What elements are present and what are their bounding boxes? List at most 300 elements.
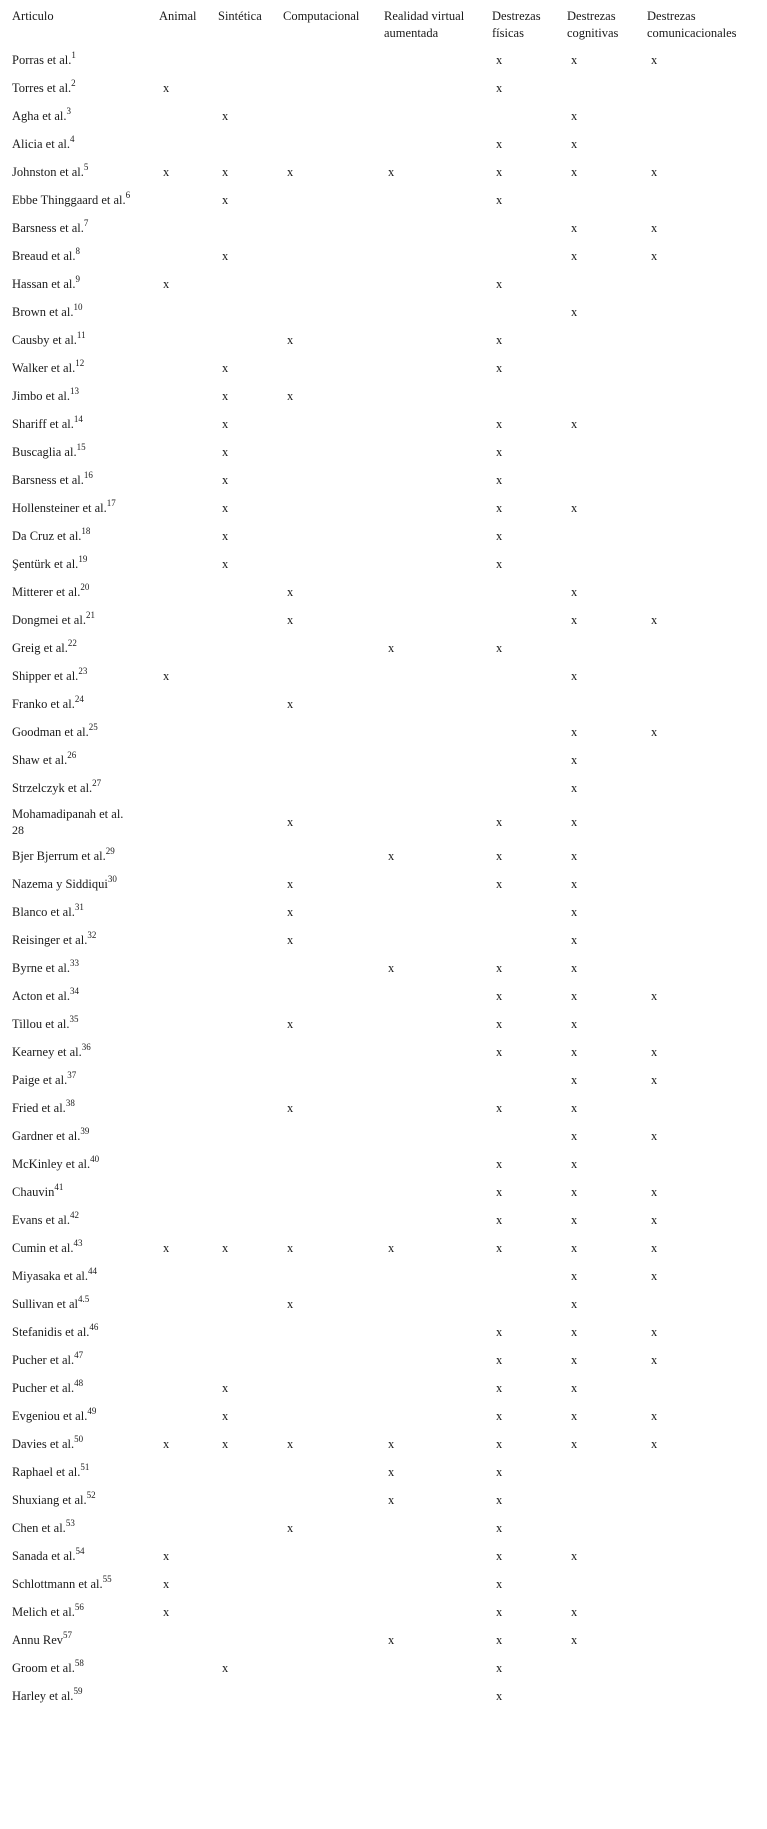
mark-cell xyxy=(214,1262,279,1290)
table-row xyxy=(8,1346,758,1374)
mark-cell xyxy=(380,1514,488,1542)
mark-cell xyxy=(643,410,758,438)
mark-cell: x xyxy=(388,1437,395,1451)
mark-cell: x xyxy=(571,305,578,319)
reference-number: 15 xyxy=(76,442,86,452)
article-name: Walker et al. xyxy=(12,361,76,375)
mark-cell xyxy=(643,522,758,550)
table-row xyxy=(8,1234,758,1262)
reference-number: 25 xyxy=(88,722,98,732)
article-cell xyxy=(8,1654,155,1682)
table-row xyxy=(8,1066,758,1094)
mark-cell xyxy=(155,842,214,870)
mark-cell xyxy=(380,1206,488,1234)
mark-cell: x xyxy=(571,905,578,919)
article-name: Barsness et al. xyxy=(12,221,84,235)
mark-cell xyxy=(214,46,279,74)
mark-cell xyxy=(155,578,214,606)
article-name: Greig et al. xyxy=(12,641,68,655)
mark-cell xyxy=(155,1346,214,1374)
table-row xyxy=(8,1262,758,1290)
mark-cell xyxy=(214,214,279,242)
mark-cell: x xyxy=(388,1465,395,1479)
mark-cell xyxy=(488,298,563,326)
article-name: Gardner et al. xyxy=(12,1129,81,1143)
mark-cell: x xyxy=(496,557,503,571)
mark-cell: x xyxy=(571,1381,578,1395)
reference-number: 4 xyxy=(69,134,75,144)
article-name: Stefanidis et al. xyxy=(12,1325,90,1339)
mark-cell xyxy=(643,438,758,466)
mark-cell xyxy=(643,550,758,578)
mark-cell xyxy=(279,1458,380,1486)
mark-cell xyxy=(279,438,380,466)
mark-cell: x xyxy=(287,933,294,947)
mark-cell xyxy=(380,1346,488,1374)
table-row xyxy=(8,842,758,870)
header-sintetica: Sintética xyxy=(218,9,262,23)
mark-cell xyxy=(155,466,214,494)
article-cell xyxy=(8,1206,155,1234)
mark-cell: x xyxy=(496,81,503,95)
table-row xyxy=(8,46,758,74)
mark-cell xyxy=(279,1318,380,1346)
table-row xyxy=(8,214,758,242)
article-cell xyxy=(8,1178,155,1206)
mark-cell xyxy=(155,606,214,634)
article-cell xyxy=(8,438,155,466)
mark-cell xyxy=(214,690,279,718)
mark-cell: x xyxy=(287,1521,294,1535)
mark-cell xyxy=(155,1038,214,1066)
mark-cell xyxy=(643,1010,758,1038)
reference-number: 53 xyxy=(65,1518,75,1528)
mark-cell: x xyxy=(571,1017,578,1031)
article-cell xyxy=(8,214,155,242)
mark-cell xyxy=(380,1598,488,1626)
mark-cell xyxy=(214,1598,279,1626)
mark-cell xyxy=(279,746,380,774)
mark-cell xyxy=(380,354,488,382)
mark-cell: x xyxy=(571,109,578,123)
mark-cell: x xyxy=(287,905,294,919)
mark-cell: x xyxy=(287,1017,294,1031)
article-cell xyxy=(8,158,155,186)
reference-number: 46 xyxy=(89,1322,99,1332)
mark-cell xyxy=(279,1486,380,1514)
mark-cell xyxy=(214,1346,279,1374)
article-name: Şentürk et al. xyxy=(12,557,79,571)
reference-number: 40 xyxy=(90,1154,100,1164)
mark-cell xyxy=(279,270,380,298)
article-cell xyxy=(8,466,155,494)
mark-cell xyxy=(155,1262,214,1290)
mark-cell xyxy=(643,130,758,158)
article-cell xyxy=(8,954,155,982)
mark-cell xyxy=(214,326,279,354)
mark-cell: x xyxy=(388,641,395,655)
mark-cell xyxy=(279,982,380,1010)
mark-cell xyxy=(155,46,214,74)
article-cell xyxy=(8,1262,155,1290)
reference-number: 44 xyxy=(88,1266,98,1276)
mark-cell: x xyxy=(496,361,503,375)
mark-cell xyxy=(643,186,758,214)
mark-cell xyxy=(214,774,279,802)
mark-cell xyxy=(155,1010,214,1038)
table-row xyxy=(8,1430,758,1458)
mark-cell xyxy=(563,466,643,494)
mark-cell xyxy=(563,1514,643,1542)
mark-cell xyxy=(563,1654,643,1682)
mark-cell xyxy=(155,1486,214,1514)
mark-cell xyxy=(214,662,279,690)
article-name: Torres et al. xyxy=(12,81,72,95)
reference-number: 33 xyxy=(69,958,79,968)
mark-cell: x xyxy=(571,877,578,891)
mark-cell: x xyxy=(496,1409,503,1423)
mark-cell xyxy=(279,842,380,870)
table-row xyxy=(8,186,758,214)
article-name: Annu Rev xyxy=(12,1633,64,1647)
article-name: Da Cruz et al. xyxy=(12,529,82,543)
article-cell xyxy=(8,662,155,690)
reference-number: 42 xyxy=(69,1210,79,1220)
table-row xyxy=(8,130,758,158)
mark-cell xyxy=(643,326,758,354)
article-cell xyxy=(8,1626,155,1654)
mark-cell xyxy=(380,774,488,802)
mark-cell xyxy=(214,1066,279,1094)
mark-cell: x xyxy=(571,1297,578,1311)
mark-cell: x xyxy=(222,1409,229,1423)
article-name: Evgeniou et al. xyxy=(12,1409,88,1423)
article-name: Brown et al. xyxy=(12,305,74,319)
mark-cell: x xyxy=(571,1101,578,1115)
table-row xyxy=(8,662,758,690)
mark-cell xyxy=(155,1682,214,1710)
header-realidad-virtual: Realidad virtual aumentada xyxy=(384,9,465,40)
table-row xyxy=(8,466,758,494)
mark-cell xyxy=(279,1150,380,1178)
reference-number: 51 xyxy=(80,1462,90,1472)
mark-cell: x xyxy=(287,1297,294,1311)
mark-cell xyxy=(214,634,279,662)
mark-cell xyxy=(155,130,214,158)
article-name: Acton et al. xyxy=(12,989,70,1003)
mark-cell xyxy=(279,1682,380,1710)
article-name: Breaud et al. xyxy=(12,249,76,263)
reference-number: 32 xyxy=(87,930,97,940)
mark-cell xyxy=(279,46,380,74)
mark-cell xyxy=(279,718,380,746)
mark-cell: x xyxy=(571,1437,578,1451)
mark-cell: x xyxy=(651,989,658,1003)
header-animal: Animal xyxy=(159,9,197,23)
mark-cell: x xyxy=(571,753,578,767)
article-cell xyxy=(8,1570,155,1598)
mark-cell: x xyxy=(496,1633,503,1647)
mark-cell xyxy=(643,382,758,410)
mark-cell xyxy=(279,1346,380,1374)
reference-number: 30 xyxy=(107,874,117,884)
mark-cell xyxy=(155,1290,214,1318)
mark-cell: x xyxy=(571,1185,578,1199)
mark-cell xyxy=(380,186,488,214)
mark-cell xyxy=(279,494,380,522)
mark-cell xyxy=(643,746,758,774)
mark-cell xyxy=(380,1038,488,1066)
mark-cell xyxy=(380,214,488,242)
article-name: Fried et al. xyxy=(12,1101,66,1115)
reference-number: 10 xyxy=(73,302,83,312)
mark-cell xyxy=(380,522,488,550)
article-name: Pucher et al. xyxy=(12,1381,75,1395)
mark-cell xyxy=(488,1290,563,1318)
mark-cell xyxy=(380,718,488,746)
reference-number: 36 xyxy=(81,1042,91,1052)
table-row xyxy=(8,982,758,1010)
mark-cell xyxy=(214,1318,279,1346)
mark-cell xyxy=(488,382,563,410)
mark-cell xyxy=(643,578,758,606)
reference-number: 26 xyxy=(67,750,77,760)
mark-cell: x xyxy=(571,53,578,67)
mark-cell: x xyxy=(287,1101,294,1115)
mark-cell xyxy=(563,354,643,382)
article-cell xyxy=(8,1458,155,1486)
mark-cell xyxy=(155,1654,214,1682)
mark-cell xyxy=(214,1290,279,1318)
mark-cell xyxy=(380,130,488,158)
mark-cell xyxy=(488,662,563,690)
table-row xyxy=(8,954,758,982)
reference-number: 1 xyxy=(71,50,76,60)
mark-cell xyxy=(214,1038,279,1066)
mark-cell xyxy=(643,494,758,522)
mark-cell: x xyxy=(496,417,503,431)
mark-cell xyxy=(488,214,563,242)
mark-cell: x xyxy=(496,1661,503,1675)
reference-number: 37 xyxy=(67,1070,77,1080)
mark-cell: x xyxy=(222,165,229,179)
reference-number: 22 xyxy=(67,638,77,648)
mark-cell xyxy=(279,186,380,214)
mark-cell xyxy=(380,870,488,898)
articles-table xyxy=(8,4,758,1710)
mark-cell: x xyxy=(222,249,229,263)
mark-cell xyxy=(155,1206,214,1234)
mark-cell xyxy=(563,522,643,550)
mark-cell xyxy=(279,466,380,494)
table-row xyxy=(8,1542,758,1570)
mark-cell xyxy=(279,1038,380,1066)
mark-cell xyxy=(214,842,279,870)
mark-cell xyxy=(214,718,279,746)
mark-cell xyxy=(643,1570,758,1598)
mark-cell: x xyxy=(571,417,578,431)
article-cell xyxy=(8,1038,155,1066)
mark-cell: x xyxy=(571,165,578,179)
mark-cell: x xyxy=(496,473,503,487)
article-cell xyxy=(8,1318,155,1346)
article-cell xyxy=(8,298,155,326)
mark-cell: x xyxy=(222,557,229,571)
mark-cell xyxy=(155,802,214,842)
reference-number: 49 xyxy=(87,1406,97,1416)
mark-cell xyxy=(155,898,214,926)
reference-number: 2 xyxy=(71,78,76,88)
mark-cell: x xyxy=(571,1353,578,1367)
reference-number: 34 xyxy=(69,986,79,996)
mark-cell xyxy=(643,1486,758,1514)
mark-cell xyxy=(488,102,563,130)
mark-cell xyxy=(279,1626,380,1654)
mark-cell xyxy=(155,326,214,354)
article-cell xyxy=(8,1122,155,1150)
article-name: Raphael et al. xyxy=(12,1465,81,1479)
mark-cell: x xyxy=(287,613,294,627)
mark-cell xyxy=(155,1318,214,1346)
mark-cell: x xyxy=(651,1073,658,1087)
mark-cell xyxy=(643,634,758,662)
mark-cell xyxy=(643,690,758,718)
table-row xyxy=(8,102,758,130)
table-row xyxy=(8,870,758,898)
article-name: Goodman et al. xyxy=(12,725,89,739)
mark-cell xyxy=(563,690,643,718)
article-name: Sanada et al. xyxy=(12,1549,76,1563)
mark-cell xyxy=(380,242,488,270)
mark-cell: x xyxy=(496,641,503,655)
mark-cell xyxy=(643,1598,758,1626)
mark-cell xyxy=(563,326,643,354)
mark-cell: x xyxy=(222,1241,229,1255)
mark-cell: x xyxy=(496,1549,503,1563)
table-row xyxy=(8,1682,758,1710)
mark-cell: x xyxy=(571,1633,578,1647)
table-row xyxy=(8,1626,758,1654)
table-row xyxy=(8,270,758,298)
table-row xyxy=(8,1402,758,1430)
mark-cell xyxy=(155,242,214,270)
mark-cell: x xyxy=(222,361,229,375)
mark-cell: x xyxy=(222,473,229,487)
mark-cell xyxy=(214,926,279,954)
table-row xyxy=(8,1206,758,1234)
mark-cell: x xyxy=(163,669,170,683)
article-name: Kearney et al. xyxy=(12,1045,82,1059)
reference-number: 52 xyxy=(86,1490,96,1500)
mark-cell: x xyxy=(287,389,294,403)
mark-cell: x xyxy=(496,1381,503,1395)
mark-cell xyxy=(380,1374,488,1402)
mark-cell xyxy=(214,1094,279,1122)
reference-number: 4.5 xyxy=(77,1294,90,1304)
article-cell xyxy=(8,578,155,606)
mark-cell: x xyxy=(571,1213,578,1227)
table-row xyxy=(8,298,758,326)
mark-cell: x xyxy=(571,725,578,739)
article-name: Evans et al. xyxy=(12,1213,70,1227)
mark-cell xyxy=(488,1066,563,1094)
mark-cell: x xyxy=(496,1605,503,1619)
mark-cell: x xyxy=(571,989,578,1003)
mark-cell xyxy=(488,690,563,718)
mark-cell xyxy=(279,1262,380,1290)
reference-number: 5 xyxy=(83,162,89,172)
table-row xyxy=(8,1374,758,1402)
article-name: Melich et al. xyxy=(12,1605,75,1619)
article-cell xyxy=(8,718,155,746)
mark-cell: x xyxy=(651,725,658,739)
mark-cell: x xyxy=(496,333,503,347)
mark-cell xyxy=(380,1402,488,1430)
mark-cell: x xyxy=(496,989,503,1003)
reference-number: 50 xyxy=(74,1434,84,1444)
mark-cell xyxy=(155,746,214,774)
article-cell xyxy=(8,802,155,842)
mark-cell: x xyxy=(571,849,578,863)
mark-cell xyxy=(214,1486,279,1514)
header-destrezas-fisicas: Destrezas físicas xyxy=(492,9,541,40)
article-cell xyxy=(8,382,155,410)
article-name: Reisinger et al. xyxy=(12,933,88,947)
mark-cell: x xyxy=(651,249,658,263)
mark-cell: x xyxy=(571,1157,578,1171)
mark-cell xyxy=(380,1570,488,1598)
reference-number: 24 xyxy=(74,694,84,704)
mark-cell xyxy=(643,842,758,870)
table-row xyxy=(8,410,758,438)
mark-cell: x xyxy=(496,1045,503,1059)
mark-cell xyxy=(643,870,758,898)
article-name: Tillou et al. xyxy=(12,1017,70,1031)
mark-cell xyxy=(155,410,214,438)
mark-cell: x xyxy=(163,1241,170,1255)
article-name: Jimbo et al. xyxy=(12,389,70,403)
reference-number: 31 xyxy=(74,902,84,912)
article-cell xyxy=(8,130,155,158)
article-cell xyxy=(8,606,155,634)
mark-cell xyxy=(643,774,758,802)
mark-cell xyxy=(643,662,758,690)
article-cell xyxy=(8,746,155,774)
article-cell xyxy=(8,242,155,270)
mark-cell: x xyxy=(496,277,503,291)
mark-cell xyxy=(155,354,214,382)
mark-cell xyxy=(380,1318,488,1346)
mark-cell xyxy=(643,1458,758,1486)
mark-cell xyxy=(380,1290,488,1318)
mark-cell: x xyxy=(163,1605,170,1619)
mark-cell: x xyxy=(287,815,294,829)
mark-cell: x xyxy=(571,1241,578,1255)
mark-cell xyxy=(214,578,279,606)
mark-cell: x xyxy=(571,221,578,235)
mark-cell: x xyxy=(222,1381,229,1395)
mark-cell: x xyxy=(651,1213,658,1227)
mark-cell: x xyxy=(496,961,503,975)
article-name: Sullivan et al xyxy=(12,1297,78,1311)
reference-number: 54 xyxy=(75,1546,85,1556)
mark-cell: x xyxy=(287,697,294,711)
mark-cell xyxy=(279,102,380,130)
mark-cell xyxy=(214,1178,279,1206)
mark-cell xyxy=(380,606,488,634)
table-row xyxy=(8,74,758,102)
mark-cell xyxy=(155,438,214,466)
